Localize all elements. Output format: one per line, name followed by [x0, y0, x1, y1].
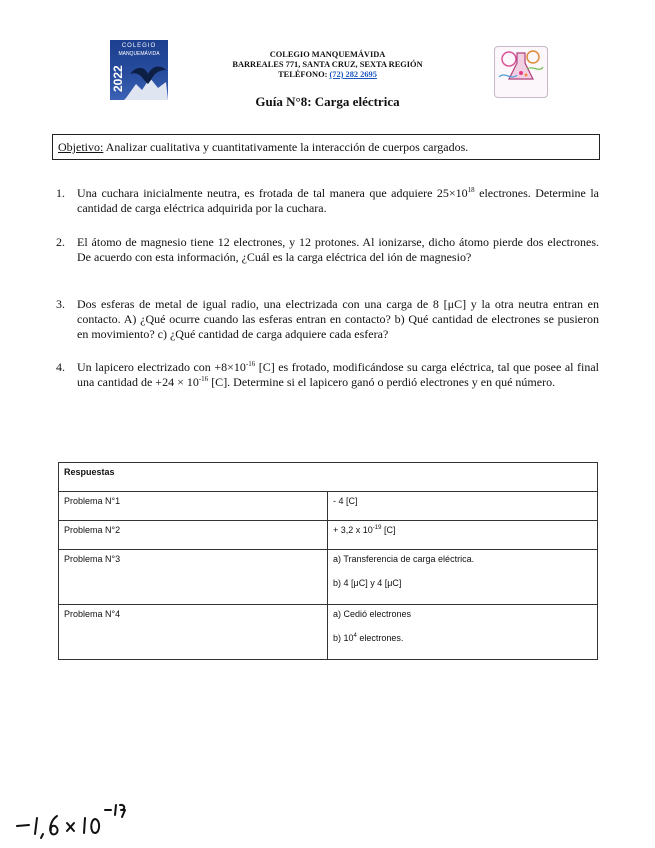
table-row	[59, 550, 598, 605]
flask-icon	[495, 47, 547, 85]
handwritten-note	[15, 800, 140, 840]
problem-2	[56, 235, 599, 265]
answer-part-a: a) Cedió electrones	[333, 609, 412, 619]
answer-part-b: b) 4 [μC] y 4 [μC]	[333, 578, 402, 588]
science-department-logo	[494, 46, 548, 98]
answer-value	[328, 605, 598, 660]
page-title: Guía N°8: Carga eléctrica	[255, 94, 400, 109]
answer-value: - 4 [C]	[328, 492, 598, 521]
answers-header: Respuestas	[59, 463, 598, 492]
problem-4	[56, 360, 599, 390]
answer-part-a: a) Transferencia de carga eléctrica.	[333, 554, 475, 564]
table-row	[59, 492, 598, 521]
problem-text: El átomo de magnesio tiene 12 electrones, y 12 protones. Al ionizarse, dicho átomo pierde dos electrones. De acuerdo con esta información, ¿Cuál es la carga eléctrica del ión de magnesio?	[77, 235, 599, 264]
answer-value: + 3,2 x $10^{-19}$ [C]	[328, 521, 598, 550]
objective-box	[52, 134, 600, 160]
problem-number: 1.	[56, 186, 65, 200]
school-address: BARREALES 771, SANTA CRUZ, SEXTA REGIÓN	[232, 60, 423, 69]
answer-label: Problema N°3	[59, 550, 328, 605]
objective-text: Analizar cualitativa y cuantitativamente la interacción de cuerpos cargados.	[103, 140, 469, 154]
problem-text: Un lapicero electrizado con $+8\times 10^{-16}$ [C] es frotado, modificándose su carga eléctrica, tal que posee al final una cantidad de $+24 \times 10^{-16}$ [C]. Determine si el lapicero ganó o perdió electrones y en qué número.	[77, 360, 599, 389]
table-row	[59, 605, 598, 660]
logo-name-text: MANQUEMÁVIDA	[118, 51, 160, 57]
phone-label: TELÉFONO:	[278, 70, 328, 79]
answer-label: Problema N°4	[59, 605, 328, 660]
problem-number: 4.	[56, 360, 65, 374]
answer-part-b: b) $10^4$ electrones.	[333, 633, 404, 643]
problem-1	[56, 186, 599, 216]
table-row	[59, 521, 598, 550]
problem-text: Dos esferas de metal de igual radio, una electrizada con una carga de 8 [μC] y la otra neutra entran en contacto. A) ¿Qué ocurre cuando las esferas entran en contacto? b) Qué cantidad de electrones se pusieron en movimiento? c) ¿Qué cantidad de carga adquiere cada esfera?	[77, 297, 599, 341]
answer-value	[328, 550, 598, 605]
answers-table	[58, 462, 598, 660]
answer-label: Problema N°2	[59, 521, 328, 550]
logo-top-text: COLEGIO	[121, 43, 157, 49]
logo-year: 2022	[111, 65, 125, 93]
problem-number: 2.	[56, 235, 65, 249]
problem-text: Una cuchara inicialmente neutra, es frotada de tal manera que adquiere $25\times 10^{18}$ electrones. Determine la cantidad de carga eléctrica adquirida por la cuchara.	[77, 186, 599, 215]
school-phone-line	[0, 70, 655, 80]
phone-link[interactable]: (72) 282 2695	[329, 70, 377, 79]
answers-header-row	[59, 463, 598, 492]
objective-label: Objetivo:	[58, 140, 104, 154]
answer-label: Problema N°1	[59, 492, 328, 521]
problem-3	[56, 297, 599, 342]
problem-number: 3.	[56, 297, 65, 311]
school-name: COLEGIO MANQUEMÁVIDA	[269, 50, 386, 59]
